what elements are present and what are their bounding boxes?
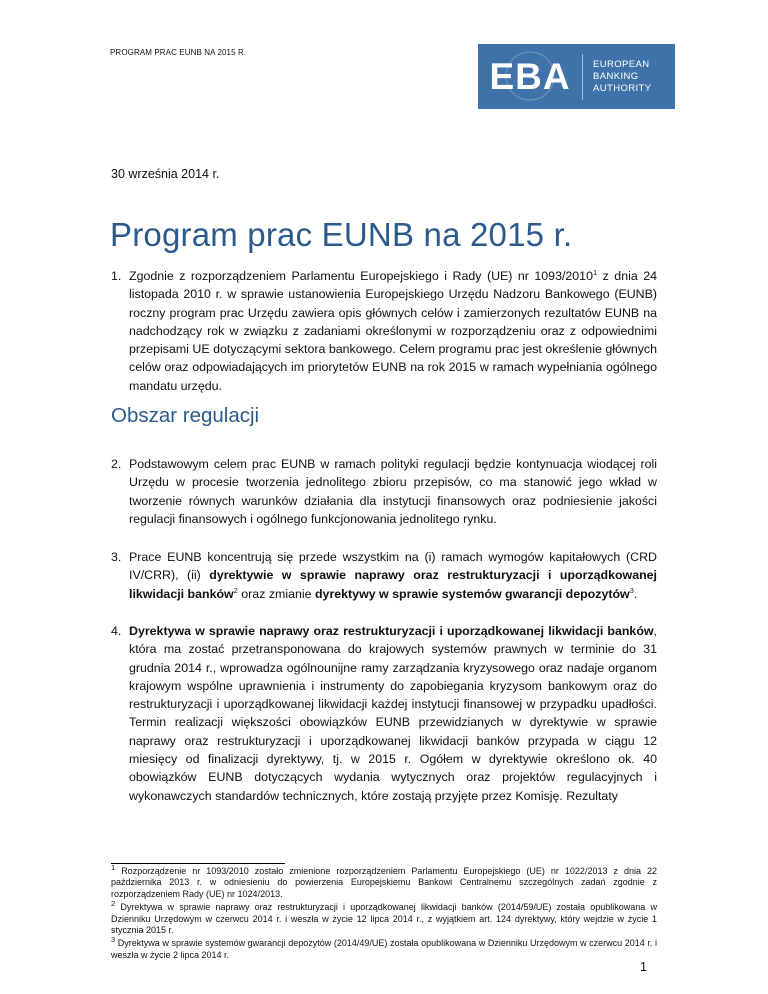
footnote-2: $^2$ Dyrektywa w sprawie naprawy oraz restrukturyzacji i uporządkowanej likwidacji banków (2014/59/UE) została opublikowana w Dzienniku Urzędowym w czerwcu 2014 r. i weszła w życie 12 lipca 2014 r., z wyjątkiem art. 124 dyrektywy, który wejdzie w życie 1 stycznia 2015 r. [111, 899, 657, 936]
logo-line-3: AUTHORITY [593, 82, 652, 94]
document-date: 30 września 2014 r. [111, 167, 220, 181]
paragraph-number: 2. [111, 457, 122, 471]
logo-abbreviation [478, 44, 582, 109]
paragraph-number: 3. [111, 550, 122, 564]
footnote-3: $^3$ Dyrektywa w sprawie systemów gwarancji depozytów (2014/49/UE) została opublikowana w Dzienniku Urzędowym w czerwcu 2014 r. i weszła w życie 2 lipca 2014 r. [111, 935, 657, 960]
paragraph-text: Podstawowym celem prac EUNB w ramach polityki regulacji będzie kontynuacja wiodącej roli Urzędu w procesie tworzenia jednolitego zbioru przepisów, co ma stanowić jego wkład w tworzenie równych warunków działania dla instytucji finansowych oraz podniesienie jakości regulacji finansowych i ogólnego funkcjonowania jednolitego rynku. [129, 457, 657, 526]
logo-line-1: EUROPEAN [593, 58, 650, 70]
paragraph-2 [111, 455, 657, 528]
running-header: PROGRAM PRAC EUNB NA 2015 R. [110, 48, 247, 57]
footnote-ref-1[interactable]: 1 [592, 267, 598, 277]
footnotes [111, 863, 657, 963]
footnote-separator [111, 863, 285, 864]
paragraph-text: Dyrektywa w sprawie naprawy oraz restrukturyzacji i uporządkowanej likwidacji banków, która ma zostać przetransponowana do krajowych systemów prawnych w terminie do 31 grudnia 2014 r., wprowadza ogólnounijne ramy zarządzania kryzysowego oraz nadaje organom krajowym wspólne uprawnienia i instrumenty do zapobiegania kryzysom bankowym oraz do restrukturyzacji i uporządkowanej likwidacji każdej instytucji finansowej w przypadku upadłości. Termin realizacji większości obowiązków EUNB przewidzianych w dyrektywie w sprawie naprawy oraz restrukturyzacji i uporządkowanej likwidacji banków przypada w ciągu 12 miesięcy od finalizacji dyrektywy, tj. w 2015 r. Ogółem w dyrektywie określono ok. 40 obowiązków EUNB dotyczących wydania wytycznych oraz projektów regulacyjnych i wykonawczych standardów technicznych, które zostają przyjęte przez Komisję. Rezultaty [129, 624, 657, 803]
page-title: Program prac EUNB na 2015 r. [110, 216, 573, 253]
paragraph-number: 4. [111, 624, 122, 638]
footnote-1: $^1$ Rozporządzenie nr 1093/2010 zostało zmienione rozporządzeniem Parlamentu Europejskiego (UE) nr 1022/2013 z dnia 22 października 2013 r. w odniesieniu do powierzenia Europejskiemu Bankowi Centralnemu szczególnych zadań zgodnie z rozporządzeniem Rady (UE) nr 1024/2013. [111, 863, 657, 899]
logo-name [583, 59, 652, 95]
paragraph-text: Zgodnie z rozporządzeniem Parlamentu Europejskiego i Rady (UE) nr 1093/2010$^1$ z dnia 24 listopada 2010 r. w sprawie ustanowienia Europejskiego Urzędu Nadzoru Bankowego (EUNB) roczny program prac Urzędu zawiera opis głównych celów i zamierzonych rezultatów EUNB na nadchodzący rok w związku z zadaniami określonymi w rozporządzeniu oraz z odpowiednimi przepisami UE dotyczącymi sektora bankowego. Celem programu prac jest określenie głównych celów oraz odpowiadających im priorytetów EUNB na rok 2015 w ramach wypełniania ogólnego mandatu urzędu. [129, 267, 657, 393]
eba-logo [478, 44, 675, 109]
footnote-ref-3[interactable]: 3 [629, 585, 634, 595]
paragraph-3 [111, 548, 657, 603]
footnote-ref-2[interactable]: 2 [233, 585, 238, 595]
section-heading: Obszar regulacji [111, 404, 260, 427]
paragraph-1 [111, 267, 657, 395]
paragraph-4 [111, 622, 657, 805]
paragraph-number: 1. [111, 269, 122, 283]
logo-abbreviation-text: EBA [489, 56, 571, 97]
logo-line-2: BANKING [593, 70, 639, 82]
page-number: 1 [640, 960, 647, 974]
paragraph-text: Prace EUNB koncentrują się przede wszystkim na (i) ramach wymogów kapitałowych (CRD IV/CRR), (ii) dyrektywie w sprawie naprawy oraz restrukturyzacji i uporządkowanej likwidacji banków$^2$ oraz zmianie dyrektywy w sprawie systemów gwarancji depozytów$^3$. [129, 550, 657, 601]
